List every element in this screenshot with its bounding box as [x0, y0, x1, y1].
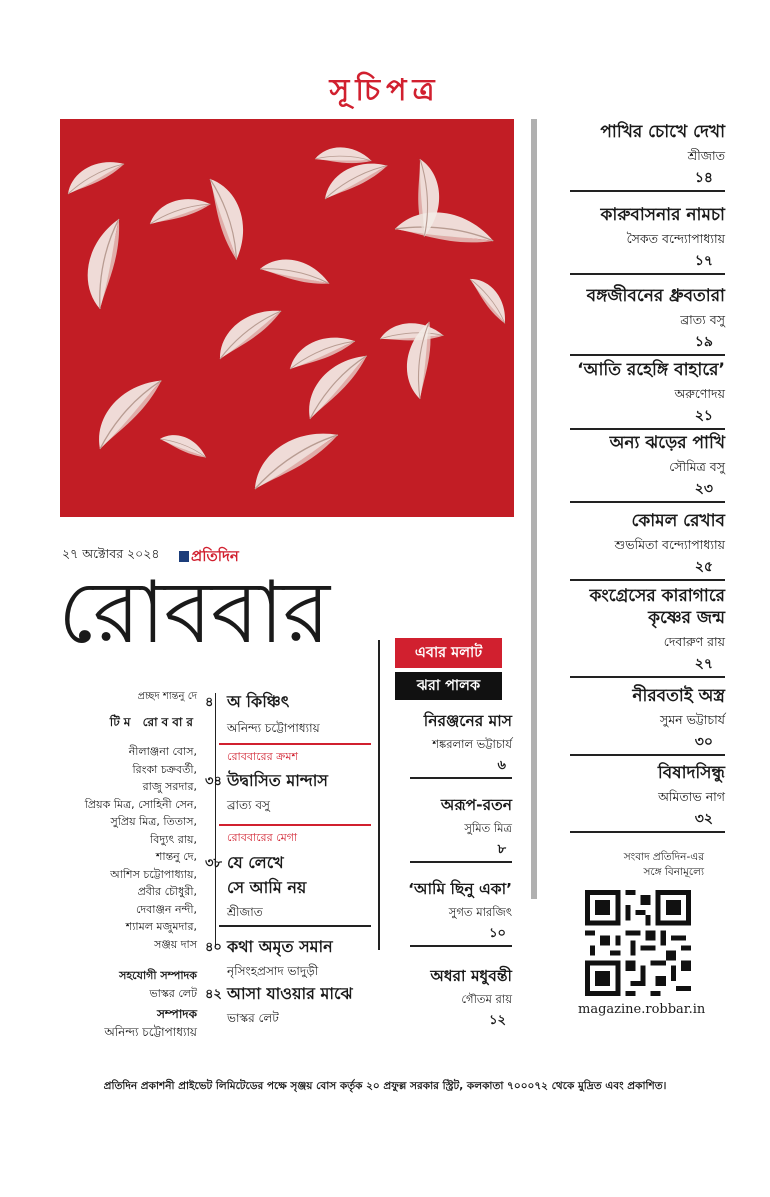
article-author: সুগত মারজিৎ: [448, 905, 512, 919]
divider: [570, 676, 725, 678]
article-author: শুভমিতা বন্দ্যোপাধ্যায়: [614, 537, 725, 552]
team-member: প্রিয়ক মিত্র, সোহিনী সেন,: [84, 797, 197, 811]
article-author: অনিন্দ্য চট্টোপাধ্যায়: [227, 721, 320, 735]
column-divider: [531, 119, 537, 899]
divider: [570, 831, 725, 833]
page-number: ৪০: [205, 940, 222, 955]
article-title: অরূপ-রতন: [440, 796, 512, 814]
feathers-illustration: [60, 119, 514, 517]
article-title: কংগ্রেসের কারাগারে: [589, 586, 725, 606]
article-title: অ কিঞ্চিৎ: [227, 692, 290, 711]
article-author: শ্রীজাত: [687, 148, 725, 163]
team-member: সুপ্রিয় মিত্র, তিতাস,: [110, 815, 197, 828]
article-title: উদ্বাসিত মান্দাস: [227, 771, 328, 790]
article-author: দেবারুণ রায়: [663, 634, 725, 649]
cover-story-tag: এবার মলাট: [395, 638, 502, 668]
assoc-editor-role: সহযোগী সম্পাদক: [119, 969, 197, 982]
list-item[interactable]: [540, 121, 725, 192]
divider: [570, 579, 725, 581]
divider: [410, 945, 512, 947]
article-title: বিষাদসিন্ধু: [657, 763, 725, 783]
list-item[interactable]: [390, 710, 512, 779]
team-member: দেবাঞ্জন নন্দী,: [135, 902, 197, 916]
page-number: ১৯: [694, 334, 713, 350]
article-author: সুমন ভট্টাচার্য: [659, 712, 725, 727]
qr-code-icon[interactable]: [585, 890, 691, 996]
article-title: কথা অমৃত সমান: [227, 937, 333, 956]
list-item[interactable]: [540, 285, 725, 356]
page-number: ৩২: [694, 811, 713, 827]
page-number: ২৭: [694, 656, 713, 672]
article-author: গৌতম রায়: [461, 992, 512, 1006]
list-item[interactable]: [390, 965, 512, 1029]
article-title: কোমল রেখাব: [631, 511, 725, 531]
divider: [410, 777, 512, 779]
team-member: রাজু সরদার,: [142, 780, 197, 793]
page-number: ১৪: [694, 170, 713, 186]
divider: [570, 428, 725, 430]
page-number: ৪২: [205, 987, 222, 1002]
list-item[interactable]: [540, 204, 725, 275]
article-author: অমিতাভ নাগ: [658, 789, 725, 804]
divider: [570, 354, 725, 356]
list-item[interactable]: [540, 432, 725, 503]
column-divider: [378, 640, 380, 950]
team-member: শান্তনু দে,: [155, 850, 197, 863]
divider: [570, 273, 725, 275]
article-author: নৃসিংহপ্রসাদ ভাদুড়ী: [227, 964, 319, 978]
page-number: ১০: [489, 926, 506, 941]
article-title: যে লেখে: [227, 853, 284, 872]
team-heading: টিম রোববার: [109, 714, 197, 729]
team-member: সঞ্জয় দাস: [154, 937, 197, 951]
page-number: ২১: [694, 408, 713, 424]
page-number: ৩৮: [205, 856, 222, 871]
page-number: ৩০: [694, 734, 713, 750]
divider: [570, 501, 725, 503]
list-item[interactable]: [540, 762, 725, 833]
page-number: ২৫: [694, 559, 713, 575]
list-item[interactable]: [390, 878, 512, 947]
column-divider: [215, 693, 216, 947]
divider: [570, 190, 725, 192]
editor-role: সম্পাদক: [156, 1007, 197, 1021]
article-title: নীরবতাই অস্ত্র: [632, 686, 725, 706]
article-author: শঙ্করলাল ভট্টাচার্য: [432, 737, 512, 751]
cover-story-theme: ঝরা পালক: [395, 672, 502, 700]
magazine-url[interactable]: magazine.robbar.in: [578, 1002, 706, 1017]
article-title-line2: কৃষ্ণের জন্ম: [648, 608, 725, 628]
article-author: ব্রাত্য বসু: [680, 312, 725, 327]
page-number: ৮: [497, 842, 506, 857]
article-author: ভাস্কর লেট: [227, 1011, 279, 1025]
qr-caption: [588, 850, 704, 880]
section-rule: [219, 743, 371, 745]
team-member: রিংকা চক্রবর্তী,: [132, 762, 197, 776]
article-author: সৈকত বন্দ্যোপাধ্যায়: [626, 231, 725, 246]
divider: [410, 861, 512, 863]
imprint-footer: প্রতিদিন প্রকাশনী প্রাইভেট লিমিটেডের পক্ষে সৃঞ্জয় বোস কর্তৃক ২০ প্রফুল্ল সরকার স্ট্রিট, কলকাতা ৭০০০৭২ থেকে মুদ্রিত এবং প্রকাশিত।: [103, 1080, 667, 1092]
article-title: পাখির চোখে দেখা: [600, 122, 725, 142]
issue-date: ২৭ অক্টোবর ২০২৪: [62, 546, 160, 561]
page-number: ৩৪: [205, 774, 222, 789]
team-member: শ্যামল মজুমদার,: [125, 920, 197, 933]
qr-caption-line: সংবাদ প্রতিদিন-এর: [623, 851, 704, 863]
cover-credit: প্রচ্ছদ শান্তনু দে: [137, 691, 197, 702]
page-number: ৪: [205, 695, 214, 710]
masthead-title: রোববার: [58, 563, 330, 663]
list-item[interactable]: [540, 359, 725, 430]
section-rule: [219, 824, 371, 826]
cover-image: [60, 119, 514, 517]
list-item[interactable]: [540, 685, 725, 756]
article-title: অধরা মধুবন্তী: [430, 967, 512, 985]
team-member: বিদ্যুৎ রায়,: [150, 832, 197, 846]
editor-name: অনিন্দ্য চট্টোপাধ্যায়: [104, 1024, 197, 1039]
page-number: ১২: [489, 1013, 506, 1028]
article-title: বঙ্গজীবনের ধ্রুবতারা: [586, 286, 725, 306]
article-title-line2: সে আমি নয়: [227, 878, 307, 897]
article-title: নিরঞ্জনের মাস: [423, 712, 512, 730]
divider: [570, 754, 725, 756]
page-title: সূচিপত্র: [329, 73, 441, 108]
team-member: নীলাঞ্জনা বোস,: [128, 745, 197, 758]
page-number: ২৩: [694, 481, 713, 497]
section-label: রোববারের মেগা: [227, 831, 298, 844]
qr-caption-line: সঙ্গে বিনামূল্যে: [643, 866, 704, 878]
article-title: অন্য ঝড়ের পাখি: [609, 433, 725, 453]
team-member: আশিস চট্টোপাধ্যায়,: [110, 867, 197, 881]
page-number: ৬: [497, 758, 506, 773]
article-title: কারুবাসনার নামচা: [600, 205, 725, 225]
list-item[interactable]: [540, 510, 725, 581]
team-member: প্রবীর চৌধুরী,: [137, 885, 197, 898]
list-item[interactable]: [540, 585, 725, 678]
article-title: ‘আমি ছিনু একা’: [408, 880, 512, 898]
article-author: সুমিত মিত্র: [464, 821, 512, 835]
article-title: আসা যাওয়ার মাঝে: [227, 984, 353, 1003]
credits-block: [62, 688, 197, 1041]
article-author: সৌমিত্র বসু: [669, 459, 725, 474]
article-author: ব্রাত্য বসু: [227, 798, 270, 812]
page-number: ১৭: [694, 253, 713, 269]
divider: [219, 925, 371, 927]
brand-name: প্রতিদিন: [191, 547, 239, 565]
list-item[interactable]: [390, 794, 512, 863]
article-title: ‘আতি রহেঙ্গি বাহারে’: [577, 360, 725, 380]
article-author: শ্রীজাত: [227, 905, 263, 919]
article-author: অরুণোদয়: [674, 386, 725, 401]
section-label: রোববারের ক্রমশ: [227, 750, 298, 763]
assoc-editor-name: ভাস্কর লেট: [149, 986, 197, 1000]
